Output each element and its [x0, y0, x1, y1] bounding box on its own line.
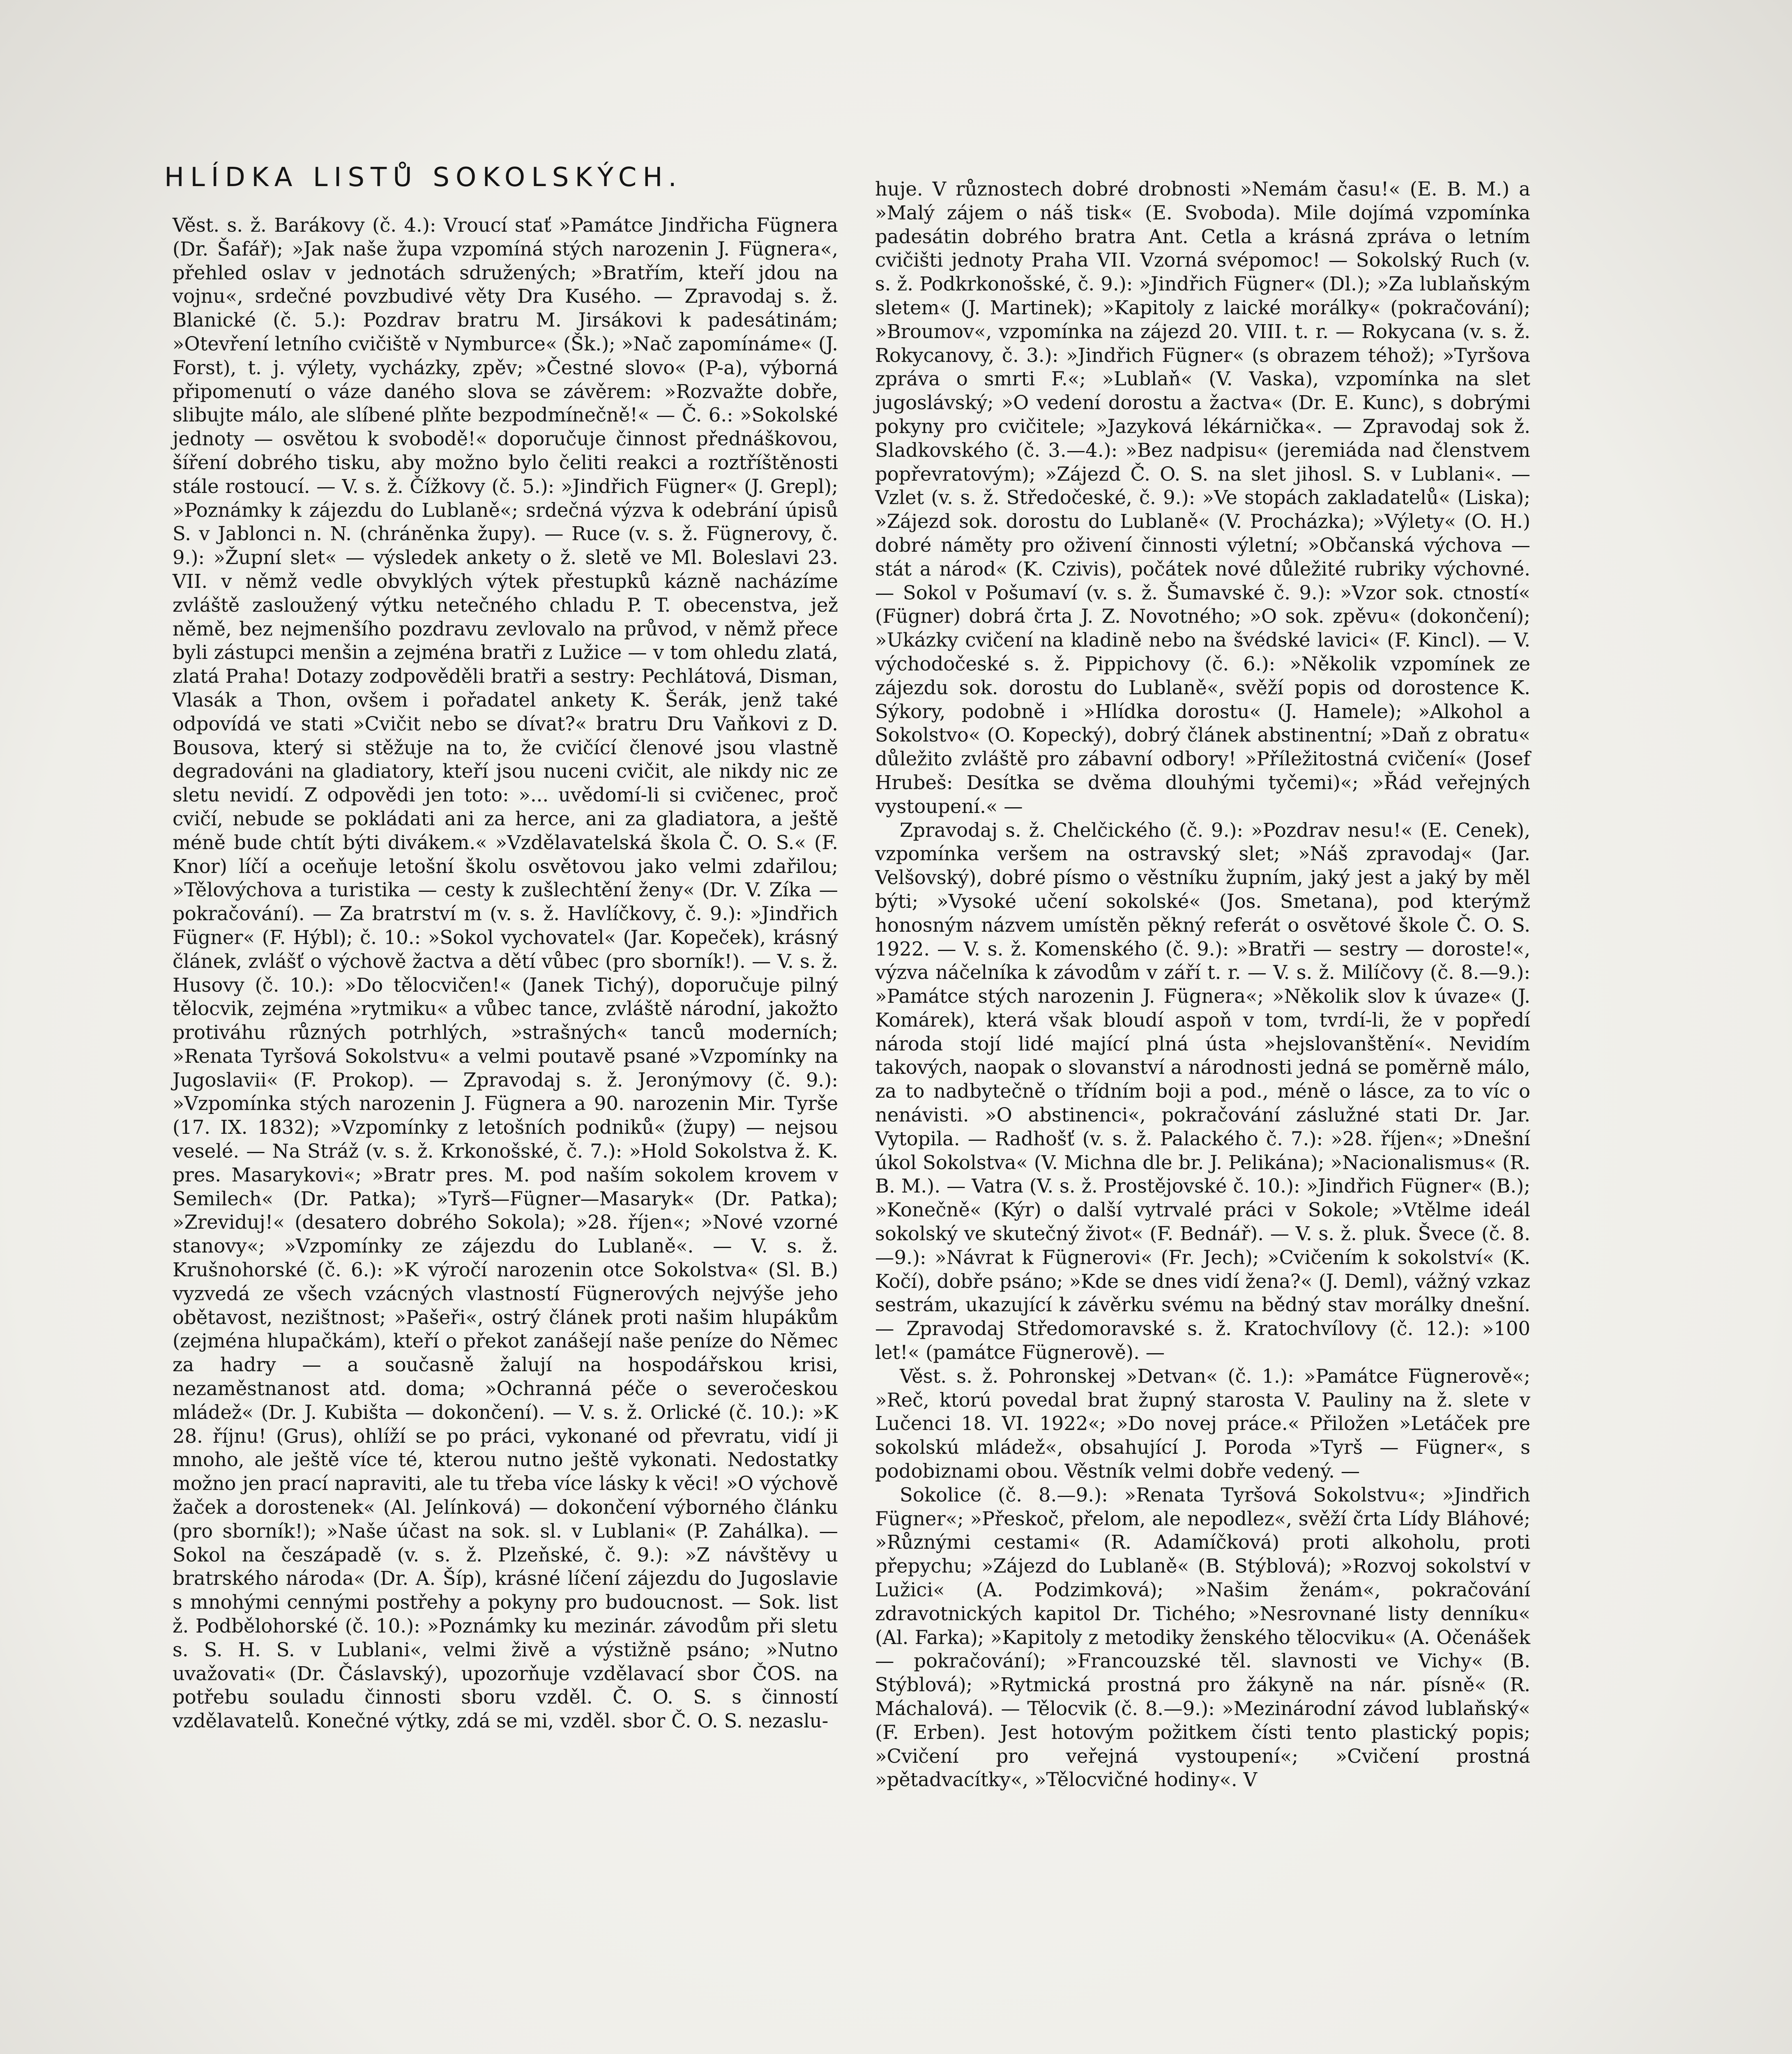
right-column — [875, 177, 1530, 1792]
left-column — [173, 214, 838, 1733]
text-paragraph: Zpravodaj s. ž. Chelčického (č. 9.): »Pozdrav nesu!« (E. Cenek), vzpomínka veršem na ostravský slet; »Náš zpravodaj« (Jar. Velšovský), dobré písmo o věstníku župním, jaký jest a jaký by měl býti; »Vysoké učení sokolské« (Jos. Smetana), pod kterýmž honosným názvem umístěn pěkný referát o osvětové škole Č. O. S. 1922. — V. s. ž. Komenského (č. 9.): »Bratři — sestry — doroste!«, výzva náčelníka k závodům v září t. r. — V. s. ž. Milíčovy (č. 8.—9.): »Památce stých narozenin J. Fügnera«; »Několik slov k úvaze« (J. Komárek), která však bloudí aspoň v tom, tvrdí-li, že v popředí národa stojí lidé mající plná ústa »hejslovanštění«. Nevidím takových, naopak o slovanství a národnosti jedná se poměrně málo, za to nadbytečně o třídním boji a pod., méně o lásce, za to víc o nenávisti. »O abstinenci«, pokračování záslužné stati Dr. Jar. Vytopila. — Radhošť (v. s. ž. Palackého č. 7.): »28. říjen«; »Dnešní úkol Sokolstva« (V. Michna dle br. J. Pelikána); »Nacionalismus« (R. B. M.). — Vatra (V. s. ž. Prostějovské č. 10.): »Jindřich Fügner« (B.); »Konečně« (Kýr) o další vytrvalé práci v Sokole; »Vtělme ideál sokolský ve skutečný život« (F. Bednář). — V. s. ž. pluk. Švece (č. 8.—9.): »Návrat k Fügnerovi« (Fr. Jech); »Cvičením k sokolství« (K. Kočí), dobře psáno; »Kde se dnes vidí žena?« (J. Deml), vážný vzkaz sestrám, ukazující k závěrku svému na bědný stav morálky dnešní. — Zpravodaj Středomoravské s. ž. Kratochvílovy (č. 12.): »100 let!« (památce Fügnerově). — — [875, 819, 1530, 1364]
section-heading: HLÍDKA LISTŮ SOKOLSKÝCH. — [164, 162, 683, 193]
text-paragraph: Sokolice (č. 8.—9.): »Renata Tyršová Sokolstvu«; »Jindřich Fügner«; »Přeskoč, přelom, ale nepodlez«, svěží črta Lídy Bláhové; »Různými cestami« (R. Adamíčková) proti alkoholu, proti přepychu; »Zájezd do Lublaně« (B. Stýblová); »Rozvoj sokolství v Lužici« (A. Podzimková); »Našim ženám«, pokračování zdravotnických kapitol Dr. Tichého; »Nesrovnané listy denníku« (Al. Farka); »Kapitoly z metodiky ženského tělocviku« (A. Očenášek — pokračování); »Francouzské těl. slavnosti ve Vichy« (B. Stýblová); »Rytmická prostná pro žákyně na nár. písně« (R. Máchalová). — Tělocvik (č. 8.—9.): »Mezinárodní závod lublaňský« (F. Erben). Jest hotovým požitkem čísti tento plastický popis; »Cvičení pro veřejná vystoupení«; »Cvičení prostná »pětadvacítky«, »Tělocvičné hodiny«. V — [875, 1483, 1530, 1791]
text-paragraph: huje. V různostech dobré drobnosti »Nemám času!« (E. B. M.) a »Malý zájem o náš tisk« (E. Svoboda). Mile dojímá vzpomínka padesátin dobrého bratra Ant. Cetla a krásná zpráva o letním cvičišti jednoty Praha VII. Vzorná svépomoc! — Sokolský Ruch (v. s. ž. Podkrkonošské, č. 9.): »Jindřich Fügner« (Dl.); »Za lublaňským sletem« (J. Martinek); »Kapitoly z laické morálky« (pokračování); »Broumov«, vzpomínka na zájezd 20. VIII. t. r. — Rokycana (v. s. ž. Rokycanovy, č. 3.): »Jindřich Fügner« (s obrazem téhož); »Tyršova zpráva o smrti F.«; »Lublaň« (V. Vaska), vzpomínka na slet jugoslávský; »O vedení dorostu a žactva« (Dr. E. Kunc), s dobrými pokyny pro cvičitele; »Jazyková lékárnička«. — Zpravodaj sok ž. Sladkovského (č. 3.—4.): »Bez nadpisu« (jeremiáda nad členstvem popřevratovým); »Zájezd Č. O. S. na slet jihosl. S. v Lublani«. — Vzlet (v. s. ž. Středočeské, č. 9.): »Ve stopách zakladatelů« (Liska); »Zájezd sok. dorostu do Lublaně« (V. Procházka); »Výlety« (O. H.) dobré náměty pro oživení činnosti výletní; »Občanská výchova — stát a národ« (K. Czivis), počátek nové důležité rubriky výchovné. — Sokol v Pošumaví (v. s. ž. Šumavské č. 9.): »Vzor sok. ctností« (Fügner) dobrá črta J. Z. Novotného; »O sok. zpěvu« (dokončení); »Ukázky cvičení na kladině nebo na švédské lavici« (F. Kincl). — V. východočeské s. ž. Pippichovy (č. 6.): »Několik vzpomínek ze zájezdu sok. dorostu do Lublaně«, svěží popis od dorostence K. Sýkory, podobně i »Hlídka dorostu« (J. Hamele); »Alkohol a Sokolstvo« (O. Kopecký), dobrý článek abstinentní; »Daň z obratu« důležito zvláště pro zábavní odbory! »Příležitostná cvičení« (Josef Hrubeš: Desítka se dvěma dlouhými tyčemi)«; »Řád veřejných vystoupení.« — — [875, 178, 1530, 817]
text-paragraph: Věst. s. ž. Pohronskej »Detvan« (č. 1.): »Památce Fügnerově«; »Reč, ktorú povedal brat župný starosta V. Pauliny na ž. slete v Lučenci 18. VI. 1922«; »Do novej práce.« Přiložen »Letáček pre sokolskú mládež«, obsahující J. Poroda »Tyrš — Fügner«, s podobiznami obou. Věstník velmi dobře vedený. — — [875, 1365, 1530, 1483]
text-paragraph: Věst. s. ž. Barákovy (č. 4.): Vroucí stať »Památce Jindřicha Fügnera (Dr. Šafář); »Jak naše župa vzpomíná stých narozenin J. Fügnera«, přehled oslav v jednotách sdružených; »Bratřím, kteří jdou na vojnu«, srdečné povzbudivé věty Dra Kusého. — Zpravodaj s. ž. Blanické (č. 5.): Pozdrav bratru M. Jirsákovi k padesátinám; »Otevření letního cvičiště v Nymburce« (Šk.); »Nač zapomínáme« (J. Forst), t. j. výlety, vycházky, zpěv; »Čestné slovo« (P-a), výborná připomenutí o váze daného slova se závěrem: »Rozvažte dobře, slibujte málo, ale slíbené plňte bezpodmínečně!« — Č. 6.: »Sokolské jednoty — osvětou k svobodě!« doporučuje činnost přednáškovou, šíření dobrého tisku, aby možno bylo čeliti reakci a roztříštěnosti stále rostoucí. — V. s. ž. Čížkovy (č. 5.): »Jindřich Fügner« (J. Grepl); »Poznámky k zájezdu do Lublaně«; srdečná výzva k odebrání úpisů S. v Jablonci n. N. (chráněnka župy). — Ruce (v. s. ž. Fügnerovy, č. 9.): »Župní slet« — výsledek ankety o ž. sletě ve Ml. Boleslavi 23. VII. v němž vedle obvyklých výtek přestupků kázně nacházíme zvláště zasloužený výtku netečného chladu P. T. obecenstva, jež němě, bez nejmenšího pozdravu zevlovalo na průvod, v němž přece byli zástupci menšin a zejména bratři z Lužice — v tom ohledu zlatá, zlatá Praha! Dotazy zodpověděli bratři a sestry: Pechlátová, Disman, Vlasák a Thon, ovšem i pořadatel ankety K. Šerák, jenž také odpovídá ve stati »Cvičit nebo se dívat?« bratru Dru Vaňkovi z D. Bousova, který si stěžuje na to, že cvičící členové jsou vlastně degradováni na gladiatory, kteří jsou nuceni cvičit, ale nikdy nic ze sletu nevidí. Z odpovědi jen toto: »... uvědomí-li si cvičenec, proč cvičí, nebude se pokládati ani za herce, ani za gladiatora, a ještě méně bude chtít býti divákem.« »Vzdělavatelská škola Č. O. S.« (F. Knor) líčí a oceňuje letošní školu osvětovou jako velmi zdařilou; »Tělovýchova a turistika — cesty k zušlechtění ženy« (Dr. V. Zíka — pokračování). — Za bratrství m (v. s. ž. Havlíčkovy, č. 9.): »Jindřich Fügner« (F. Hýbl); č. 10.: »Sokol vychovatel« (Jar. Kopeček), krásný článek, zvlášť o výchově žactva a dětí vůbec (pro sborník!). — V. s. ž. Husovy (č. 10.): »Do tělocvičen!« (Janek Tichý), doporučuje pilný tělocvik, zejména »rytmiku« a vůbec tance, zvláště národní, jakožto protiváhu různých potrhlých, »strašných« tanců moderních; »Renata Tyršová Sokolstvu« a velmi poutavě psané »Vzpomínky na Jugoslavii« (F. Prokop). — Zpravodaj s. ž. Jeronýmovy (č. 9.): »Vzpomínka stých narozenin J. Fügnera a 90. narozenin Mir. Tyrše (17. IX. 1832); »Vzpomínky z letošních podniků« (župy) — nejsou veselé. — Na Stráž (v. s. ž. Krkonošské, č. 7.): »Hold Sokolstva ž. K. pres. Masarykovi«; »Bratr pres. M. pod naším sokolem krovem v Semilech« (Dr. Patka); »Tyrš—Fügner—Masaryk« (Dr. Patka); »Zreviduj!« (desatero dobrého Sokola); »28. říjen«; »Nové vzorné stanovy«; »Vzpomínky ze zájezdu do Lublaně«. — V. s. ž. Krušnohorské (č. 6.): »K výročí narozenin otce Sokolstva« (Sl. B.) vyzvedá ze všech vzácných vlastností Fügnerových nejvýše jeho obětavost, nezištnost; »Pašeři«, ostrý článek proti našim hlupákům (zejména hlupačkám), kteří o překot zanášejí naše peníze do Němec za hadry — a současně žalují na hospodářskou krisi, nezaměstnanost atd. doma; »Ochranná péče o severočeskou mládež« (Dr. J. Kubišta — dokončení). — V. s. ž. Orlické (č. 10.): »K 28. říjnu! (Grus), ohlíží se po práci, vykonané od převratu, vidí ji mnoho, ale ještě více té, kterou nutno ještě vykonati. Nedostatky možno jen prací napraviti, ale tu třeba více lásky k věci! »O výchově žaček a dorostenek« (Al. Jelínková) — dokončení výborného článku (pro sborník!); »Naše účast na sok. sl. v Lublani« (P. Zahálka). — Sokol na česzápadě (v. s. ž. Plzeňské, č. 9.): »Z návštěvy u bratrského národa« (Dr. A. Šíp), krásné líčení zájezdu do Jugoslavie s mnohými cennými postřehy a pokyny pro budoucnost. — Sok. list ž. Podbělohorské (č. 10.): »Poznámky ku mezinár. závodům při sletu s. S. H. S. v Lublani«, velmi živě a výstižně psáno; »Nutno uvažovati« (Dr. Čáslavský), upozorňuje vzdělavací sbor ČOS. na potřebu souladu činnosti sboru vzděl. Č. O. S. s činností vzdělavatelů. Konečné výtky, zdá se mi, vzděl. sbor Č. O. S. nezaslu- — [173, 214, 838, 1732]
